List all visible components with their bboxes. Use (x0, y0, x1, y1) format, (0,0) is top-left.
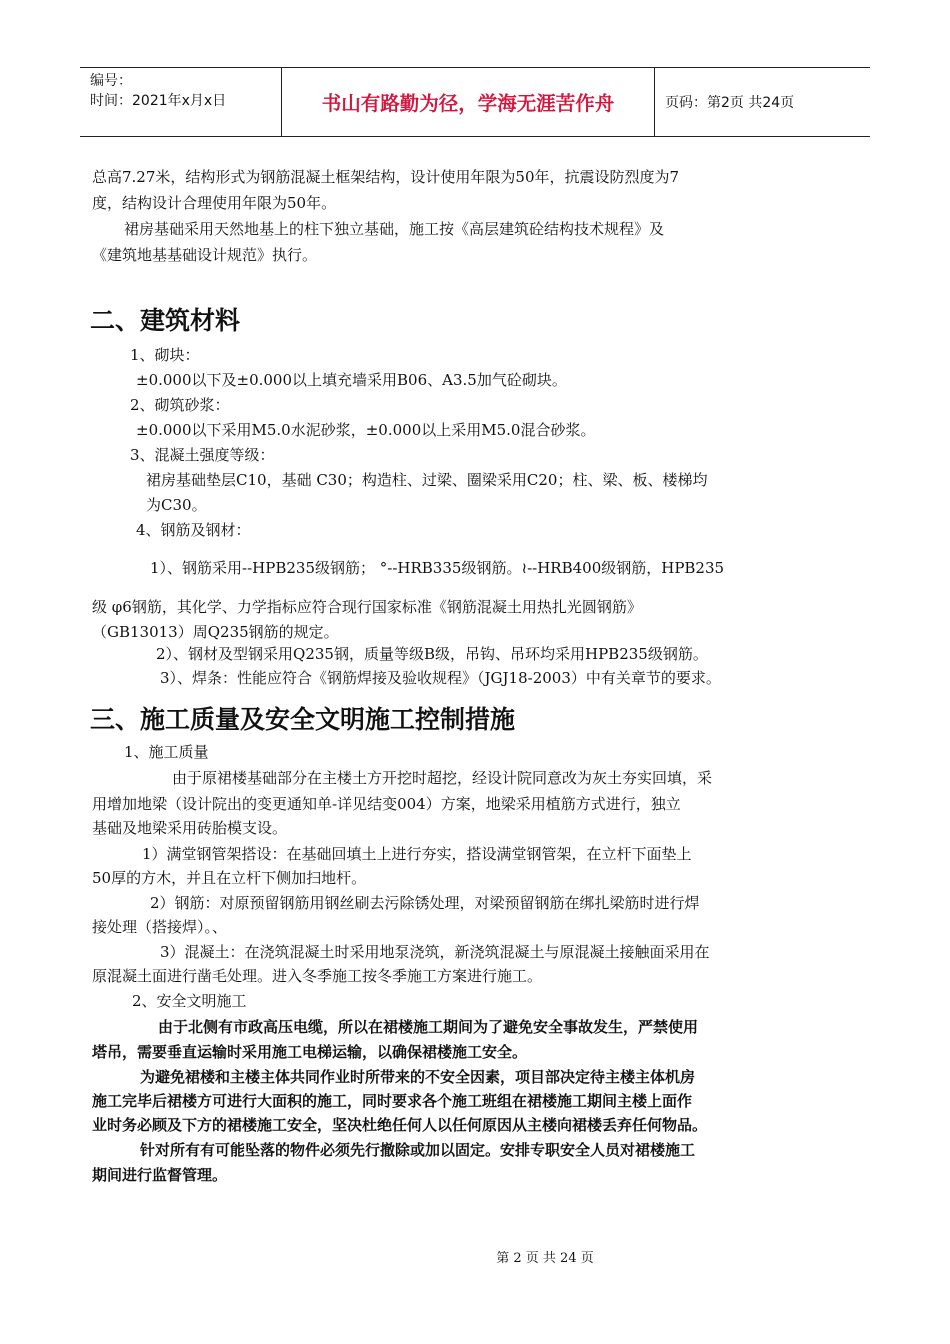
section-heading: 三、施工质量及安全文明施工控制措施 (90, 705, 516, 734)
paragraph-line: 接处理（搭接焊）。、 (92, 918, 228, 936)
list-item-label: 1、砌块： (130, 346, 200, 364)
list-item-label: 2、砌筑砂浆： (130, 396, 230, 414)
doc-time-label: 时间：2021年x月x日 (90, 93, 227, 109)
paragraph-line: 2）钢筋：对原预留钢筋用钢丝刷去污除锈处理，对梁预留钢筋在绑扎梁筋时进行焊 (150, 894, 700, 912)
list-item-label: 1、施工质量 (124, 743, 209, 761)
paragraph-line: 1）、钢筋采用--HPB235级钢筋； °--HRB335级钢筋。≀--HRB400级钢筋，HPB235 (150, 559, 725, 577)
paragraph-line: ±0.000以下及±0.000以上填充墙采用B06、A3.5加气砼砌块。 (136, 371, 567, 389)
bold-paragraph-line: 业时务必顾及下方的裙楼施工安全，坚决杜绝任何人以任何原因从主楼向裙楼丢弃任何物品。 (92, 1116, 708, 1134)
paragraph-line: ±0.000以下采用M5.0水泥砂浆，±0.000以上采用M5.0混合砂浆。 (136, 421, 596, 439)
paragraph-line: 《建筑地基基础设计规范》执行。 (92, 246, 318, 264)
bold-paragraph-line: 期间进行监督管理。 (92, 1166, 228, 1184)
page-header (80, 67, 870, 137)
section-heading: 二、建筑材料 (90, 306, 241, 335)
paragraph-line: （GB13013）周Q235钢筋的规定。 (92, 623, 339, 641)
list-item-label: 4、钢筋及钢材： (136, 521, 251, 539)
header-motto: 书山有路勤为径，学海无涯苦作舟 (282, 68, 655, 136)
paragraph-line: 为C30。 (146, 496, 207, 514)
paragraph-line: 裙房基础垫层C10，基础 C30；构造柱、过梁、圈梁采用C20；柱、梁、板、楼梯均 (146, 471, 708, 489)
paragraph-line: 基础及地梁采用砖胎模支设。 (92, 819, 288, 837)
list-item-label: 2、安全文明施工 (132, 992, 247, 1010)
bold-paragraph-line: 为避免裙楼和主楼主体共同作业时所带来的不安全因素，项目部决定待主楼主体机房 (140, 1068, 696, 1086)
bold-paragraph-line: 针对所有有可能坠落的物件必须先行撤除或加以固定。安排专职安全人员对裙楼施工 (140, 1141, 696, 1159)
bold-paragraph-line: 由于北侧有市政高压电缆，所以在裙楼施工期间为了避免安全事故发生，严禁使用 (158, 1018, 699, 1036)
paragraph-line: 2）、钢材及型钢采用Q235钢，质量等级B级，吊钩、吊环均采用HPB235级钢筋。 (156, 645, 708, 663)
page-footer: 第 2 页 共 24 页 (496, 1251, 594, 1266)
list-item-label: 3、混凝土强度等级： (130, 446, 275, 464)
paragraph-line: 1）满堂钢管架搭设：在基础回填土上进行夯实，搭设满堂钢管架，在立杆下面垫上 (142, 845, 692, 863)
paragraph-line: 3）、焊条：性能应符合《钢筋焊接及验收规程》（JGJ18-2003）中有关章节的要求。 (160, 669, 721, 687)
bold-paragraph-line: 塔吊，需要垂直运输时采用施工电梯运输，以确保裙楼施工安全。 (92, 1043, 528, 1061)
paragraph-line: 用增加地梁（设计院出的变更通知单-详见结变004）方案，地梁采用植筋方式进行，独立 (92, 795, 681, 813)
header-meta (80, 68, 282, 136)
paragraph-line: 3）混凝土：在浇筑混凝土时采用地泵浇筑，新浇筑混凝土与原混凝土接触面采用在 (160, 943, 710, 961)
paragraph-line: 总高7.27米，结构形式为钢筋混凝土框架结构，设计使用年限为50年，抗震设防烈度为7 (92, 168, 680, 186)
paragraph-line: 度，结构设计合理使用年限为50年。 (92, 194, 337, 212)
paragraph-line: 级 φ6钢筋，其化学、力学指标应符合现行国家标准《钢筋混凝土用热扎光圆钢筋》 (92, 598, 642, 616)
paragraph-line: 原混凝土面进行凿毛处理。进入冬季施工按冬季施工方案进行施工。 (92, 967, 543, 985)
paragraph-line: 50厚的方木，并且在立杆下侧加扫地杆。 (92, 869, 367, 887)
bold-paragraph-line: 施工完毕后裙楼方可进行大面积的施工，同时要求各个施工班组在裙楼施工期间主楼上面作 (92, 1092, 693, 1110)
header-page-label: 页码：第2页 共24页 (665, 95, 795, 111)
doc-number-label: 编号： (90, 73, 132, 89)
paragraph-line: 裙房基础采用天然地基上的柱下独立基础，施工按《高层建筑砼结构技术规程》及 (124, 220, 665, 238)
paragraph-line: 由于原裙楼基础部分在主楼土方开挖时超挖，经设计院同意改为灰土夯实回填，采 (172, 769, 713, 787)
